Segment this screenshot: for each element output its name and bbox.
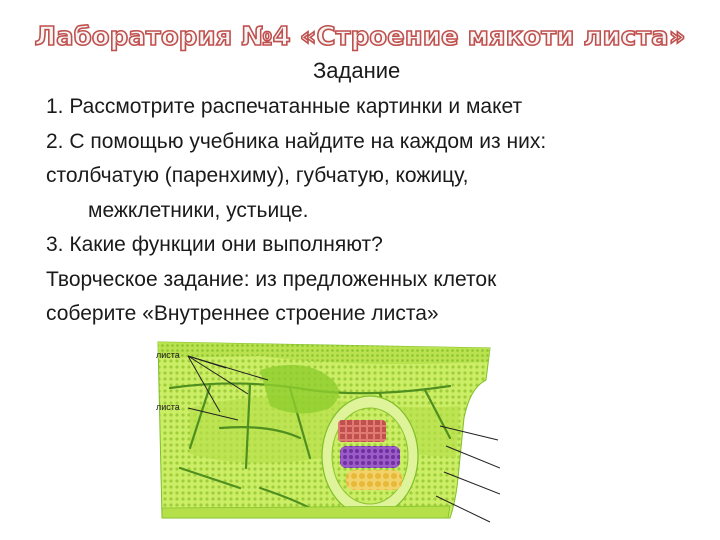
lower-epidermis	[162, 506, 450, 518]
sheath	[346, 470, 402, 490]
phloem	[340, 446, 400, 468]
task-line-3: столбчатую (паренхиму), губчатую, кожицу,	[46, 164, 469, 187]
task-line-4: межклетники, устьице.	[88, 198, 309, 222]
leaf-cross-section-figure	[150, 328, 500, 524]
xylem	[338, 420, 386, 442]
task-line-1: 1. Рассмотрите распечатанные картинки и макет	[46, 95, 523, 118]
task-line-2: 2. С помощью учебника найдите на каждом из них:	[46, 129, 547, 153]
slide-title: Лаборатория №4 «Строение мякоти листа»	[34, 22, 686, 52]
task-line-5: 3. Какие функции они выполняют?	[46, 233, 383, 256]
creative-task-line-2: соберите «Внутреннее строение листа»	[46, 302, 439, 325]
figure-label-1: листа	[156, 350, 180, 360]
task-list	[46, 90, 706, 332]
task-heading: Задание	[313, 58, 401, 83]
figure-label-2: листа	[156, 402, 180, 412]
creative-task-line-1: Творческое задание: из предложенных клеток	[46, 267, 497, 291]
